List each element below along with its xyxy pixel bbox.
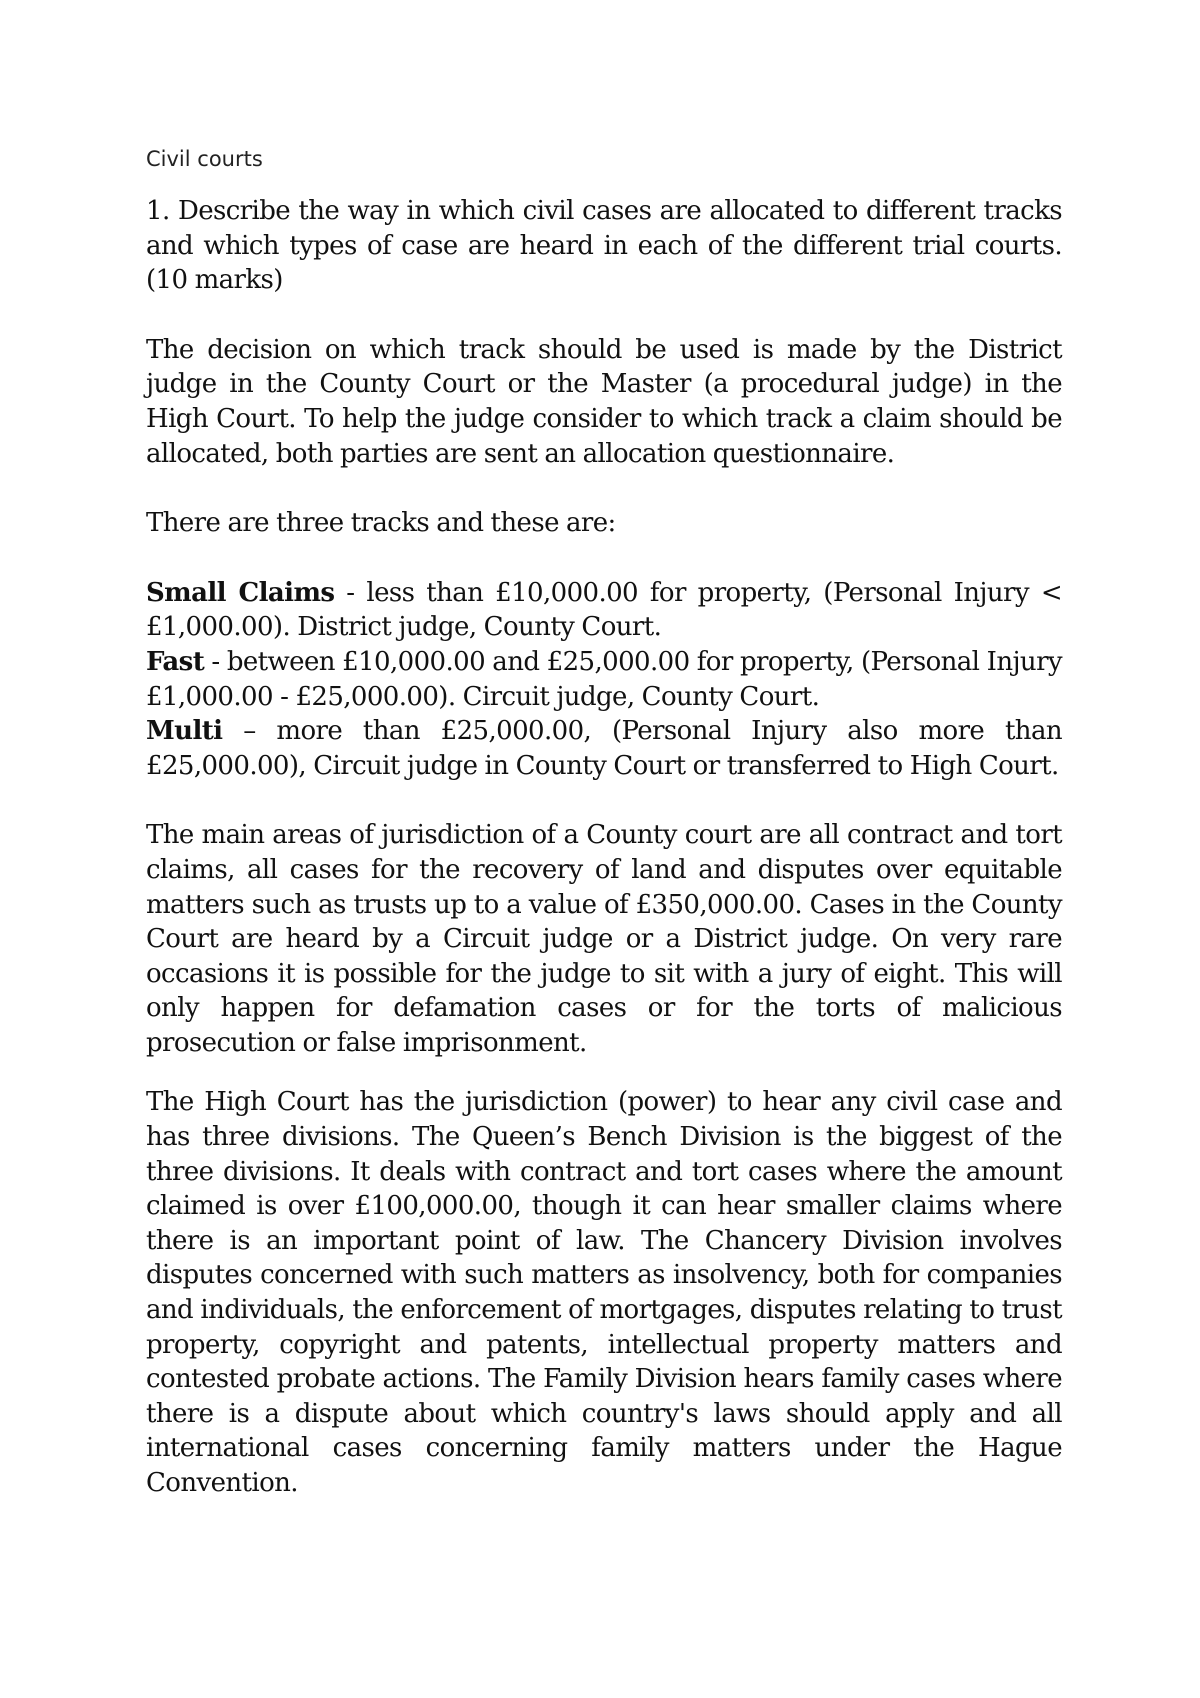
county-court-paragraph: The main areas of jurisdiction of a County court are all contract and tort claims, all cases for the recovery of land and disputes over equitable matters such as trusts up to a value of £350,000.00. Cases in the County Court are heard by a Circuit judge or a District judge. On very rare occasions it is possible for the judge to sit with a jury of eight. This will only happen for defamation cases or for the torts of malicious prosecution or false imprisonment. <box>146 820 1062 1058</box>
track-description: - between £10,000.00 and £25,000.00 for property, (Personal Injury £1,000.00 - £25,000.00). Circuit judge, County Court. <box>146 646 1062 712</box>
high-court-paragraph: The High Court has the jurisdiction (power) to hear any civil case and has three divisions. The Queen’s Bench Division is the biggest of the three divisions. It deals with contract and tort cases where the amount claimed is over £100,000.00, though it can hear smaller claims where there is an important point of law. The Chancery Division involves disputes concerned with such matters as insolvency, both for companies and individuals, the enforcement of mortgages, disputes relating to trust property, copyright and patents, intellectual property matters and contested probate actions. The Family Division hears family cases where there is a dispute about which country's laws should apply and all international cases concerning family matters under the Hague Convention. <box>146 1087 1062 1498</box>
track-small-claims <box>146 576 1062 645</box>
tracks-intro: There are three tracks and these are: <box>146 508 616 539</box>
track-name: Multi <box>146 716 223 747</box>
track-name: Fast <box>146 646 205 677</box>
tracks-list <box>146 576 1062 784</box>
document-title: Civil courts <box>146 147 263 171</box>
track-description: - less than £10,000.00 for property, (Personal Injury < £1,000.00). District judge, County Court. <box>146 577 1062 643</box>
question-text: 1. Describe the way in which civil cases are allocated to different tracks and which types of case are heard in each of the different trial courts. (10 marks) <box>146 196 1062 296</box>
track-description: – more than £25,000.00, (Personal Injury also more than £25,000.00), Circuit judge in County Court or transferred to High Court. <box>146 716 1062 781</box>
track-multi <box>146 714 1062 783</box>
track-fast <box>146 645 1062 714</box>
allocation-paragraph: The decision on which track should be used is made by the District judge in the County Court or the Master (a procedural judge) in the High Court. To help the judge consider to which track a claim should be allocated, both parties are sent an allocation questionnaire. <box>146 334 1062 469</box>
track-name: Small Claims <box>146 577 335 608</box>
document-body <box>146 144 1062 1501</box>
